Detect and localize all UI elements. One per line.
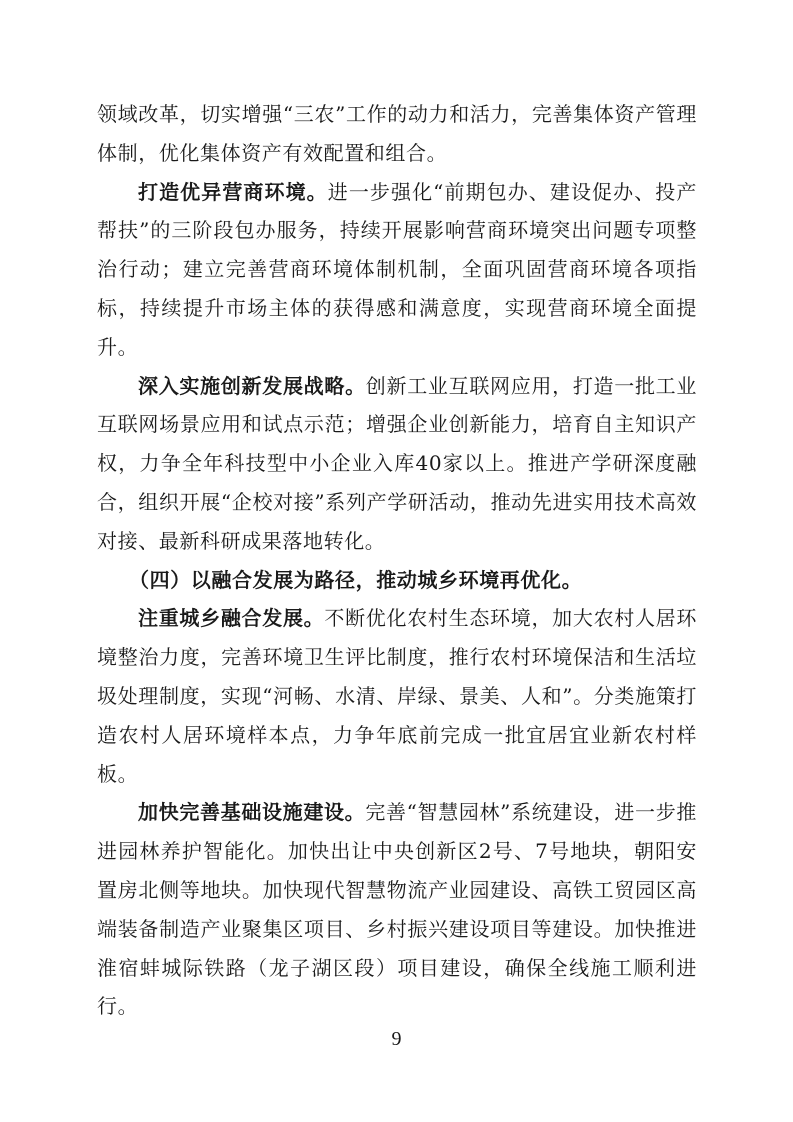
- paragraph-text: 创新工业互联网应用，打造一批工业互联网场景应用和试点示范；增强企业创新能力，培育自主知识产权，力争全年科技型中小企业入库40家以上。推进产学研深度融合，组织开展“企校对接”系列产学研活动，推动先进实用技术高效对接、最新科研成果落地转化。: [97, 373, 697, 553]
- paragraph-lead: 加快完善基础设施建设。: [138, 800, 366, 825]
- paragraph-lead: 深入实施创新发展战略。: [138, 373, 366, 398]
- paragraph-urban-rural-integration: [97, 599, 697, 793]
- paragraph-continuation: [97, 95, 697, 173]
- paragraph-infrastructure: [97, 793, 697, 1026]
- paragraph-text: 进一步强化“前期包办、建设促办、投产帮扶”的三阶段包办服务，持续开展影响营商环境突出问题专项整治行动；建立完善营商环境体制机制，全面巩固营商环境各项指标，持续提升市场主体的获得感和满意度，实现营商环境全面提升。: [97, 179, 697, 359]
- paragraph-text: 不断优化农村生态环境，加大农村人居环境整治力度，完善环境卫生评比制度，推行农村环境保洁和生活垃圾处理制度，实现“河畅、水清、岸绿、景美、人和”。分类施策打造农村人居环境样本点，力争年底前完成一批宜居宜业新农村样板。: [97, 606, 697, 786]
- paragraph-innovation-strategy: [97, 367, 697, 561]
- paragraph-lead: 注重城乡融合发展。: [138, 606, 325, 631]
- paragraph-text: 领域改革，切实增强“三农”工作的动力和活力，完善集体资产管理体制，优化集体资产有效配置和组合。: [97, 102, 697, 165]
- paragraph-business-environment: [97, 173, 697, 367]
- section-heading: （四）以融合发展为路径，推动城乡环境再优化。: [129, 567, 583, 592]
- page-number: 9: [391, 1028, 402, 1050]
- paragraph-text: 完善“智慧园林”系统建设，进一步推进园林养护智能化。加快出让中央创新区2号、7号地块，朝阳安置房北侧等地块。加快现代智慧物流产业园建设、高铁工贸园区高端装备制造产业聚集区项目、乡村振兴建设项目等建设。加快推进淮宿蚌城际铁路（龙子湖区段）项目建设，确保全线施工顺利进行。: [97, 800, 697, 1019]
- body-text: [97, 95, 697, 1026]
- paragraph-lead: 打造优异营商环境。: [138, 179, 328, 204]
